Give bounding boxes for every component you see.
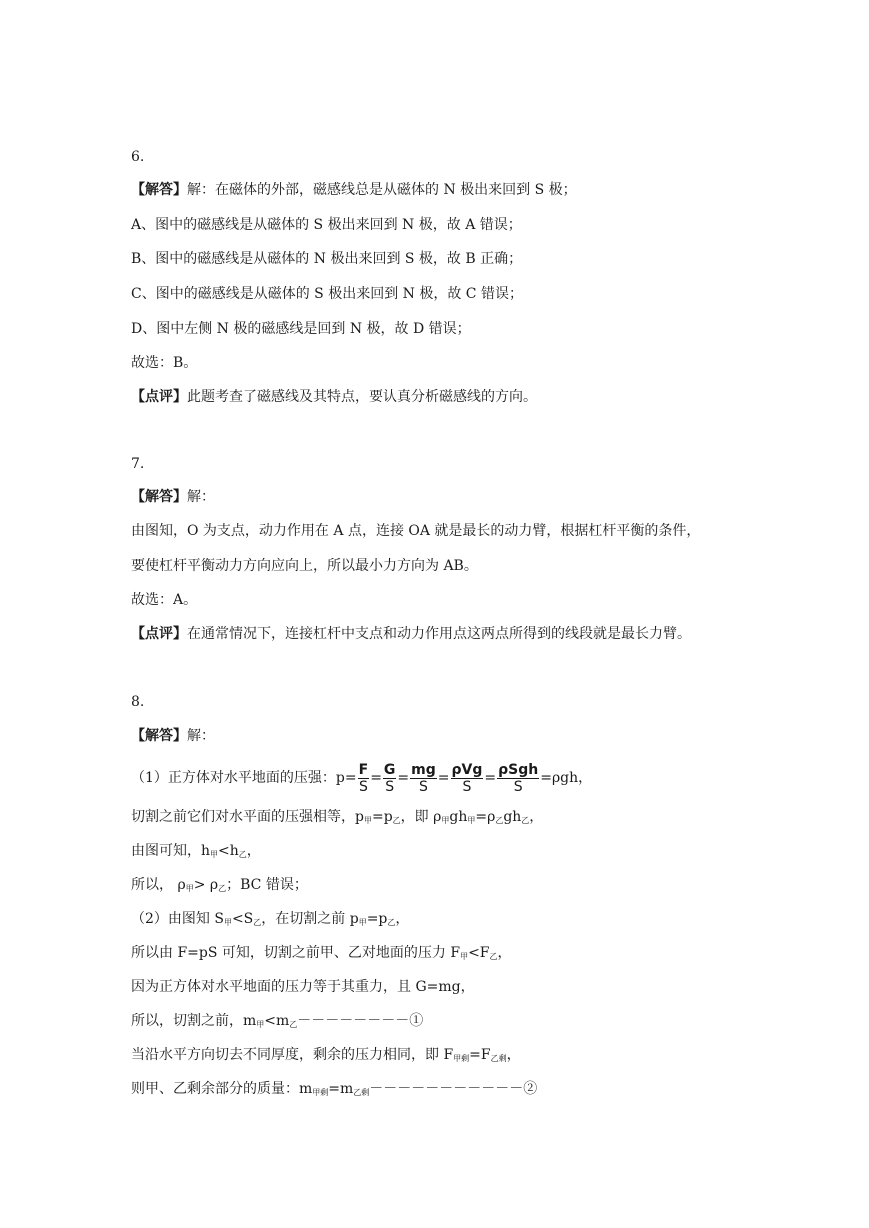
q8-line-5: （2）由图知 $S_甲<S_乙$，在切割之前 $p_甲=p_乙$，: [131, 911, 410, 927]
answer-tag: 【解答】: [131, 489, 187, 505]
comment-text: 此题考查了磁感线及其特点，要认真分析磁感线的方向。: [187, 389, 537, 405]
answer-tag: 【解答】: [131, 182, 187, 198]
q6-option-b: B、图中的磁感线是从磁体的 N 极出来回到 S 极，故 B 正确；: [131, 251, 523, 267]
fraction-mg-over-s: $\frac{mg}{S}$: [411, 761, 436, 795]
formula-prefix: （1）正方体对水平地面的压强：p=: [131, 770, 357, 786]
question-7-number: 7.: [131, 456, 145, 472]
answer-text: 解：: [187, 728, 215, 744]
fraction-f-over-s: $\frac{F}{S}$: [358, 761, 369, 795]
q8-line-10: 则甲、乙剩余部分的质量：$m_{甲剩}=m_{乙剩}-----------②$: [131, 1081, 538, 1097]
q8-line-8: 所以，切割之前，$m_甲<m_乙--------①$: [131, 1013, 424, 1029]
comment-tag: 【点评】: [131, 626, 187, 642]
q7-comment-line: [131, 625, 691, 643]
q6-answer-line: [131, 181, 577, 199]
fraction-rhovg-over-s: $\frac{\text{ρVg}}{S}$: [451, 761, 483, 795]
question-6-number: 6.: [131, 149, 145, 165]
answer-tag: 【解答】: [131, 728, 187, 744]
comment-tag: 【点评】: [131, 389, 187, 405]
q6-choice: 故选：B。: [131, 355, 198, 371]
q7-answer-line: [131, 488, 215, 506]
q8-line-9: 当沿水平方向切去不同厚度，剩余的压力相同，即 $F_{甲剩}=F_{乙剩}$，: [131, 1047, 521, 1063]
fraction-rhosgh-over-s: $\frac{\text{ρSgh}}{S}$: [498, 761, 539, 795]
q6-option-a: A、图中的磁感线是从磁体的 S 极出来回到 N 极，故 A 错误；: [131, 217, 522, 233]
q8-pressure-formula: （1）正方体对水平地面的压强：p= $\frac{F}{S}$ = $\frac{G}{S}$ = $\frac{mg}{S}$ = $\frac{\text{ρVg}}{S}$ = $\frac{\text{ρSgh}}{S}$ =ρgh，: [131, 761, 593, 795]
q6-option-c: C、图中的磁感线是从磁体的 S 极出来回到 N 极，故 C 错误；: [131, 286, 523, 302]
q7-choice: 故选：A。: [131, 592, 198, 608]
fraction-g-over-s: $\frac{G}{S}$: [383, 761, 396, 795]
q6-option-d: D、图中左侧 N 极的磁感线是回到 N 极，故 D 错误；: [131, 321, 471, 337]
q8-answer-line: [131, 727, 215, 745]
q7-line-2: 要使杠杆平衡动力方向应向上，所以最小力方向为 AB。: [131, 558, 478, 574]
question-8-number: 8.: [131, 694, 145, 710]
q8-line-6: 所以由 F=pS 可知，切割之前甲、乙对地面的压力 $F_甲<F_乙$，: [131, 945, 512, 961]
q8-line-7: 因为正方体对水平地面的压力等于其重力，且 G=mg，: [131, 979, 475, 995]
q8-line-2: 切割之前它们对水平面的压强相等，$p_甲=p_乙$，即 $\rho_甲gh_甲=\rho_乙gh_乙$，: [131, 809, 544, 825]
q7-line-1: 由图知，O 为支点，动力作用在 A 点，连接 OA 就是最长的动力臂，根据杠杆平衡的条件，: [131, 523, 701, 539]
q8-line-3: 由图可知，$h_甲<h_乙$，: [131, 843, 261, 859]
comment-text: 在通常情况下，连接杠杆中支点和动力作用点这两点所得到的线段就是最长力臂。: [187, 626, 691, 642]
q8-line-4: 所以， $\rho_甲> \rho_乙$；BC 错误；: [131, 877, 308, 893]
answer-text: 解：在磁体的外部，磁感线总是从磁体的 N 极出来回到 S 极；: [187, 182, 577, 198]
formula-suffix: =ρgh，: [540, 770, 593, 786]
q6-comment-line: [131, 388, 537, 406]
answer-text: 解：: [187, 489, 215, 505]
